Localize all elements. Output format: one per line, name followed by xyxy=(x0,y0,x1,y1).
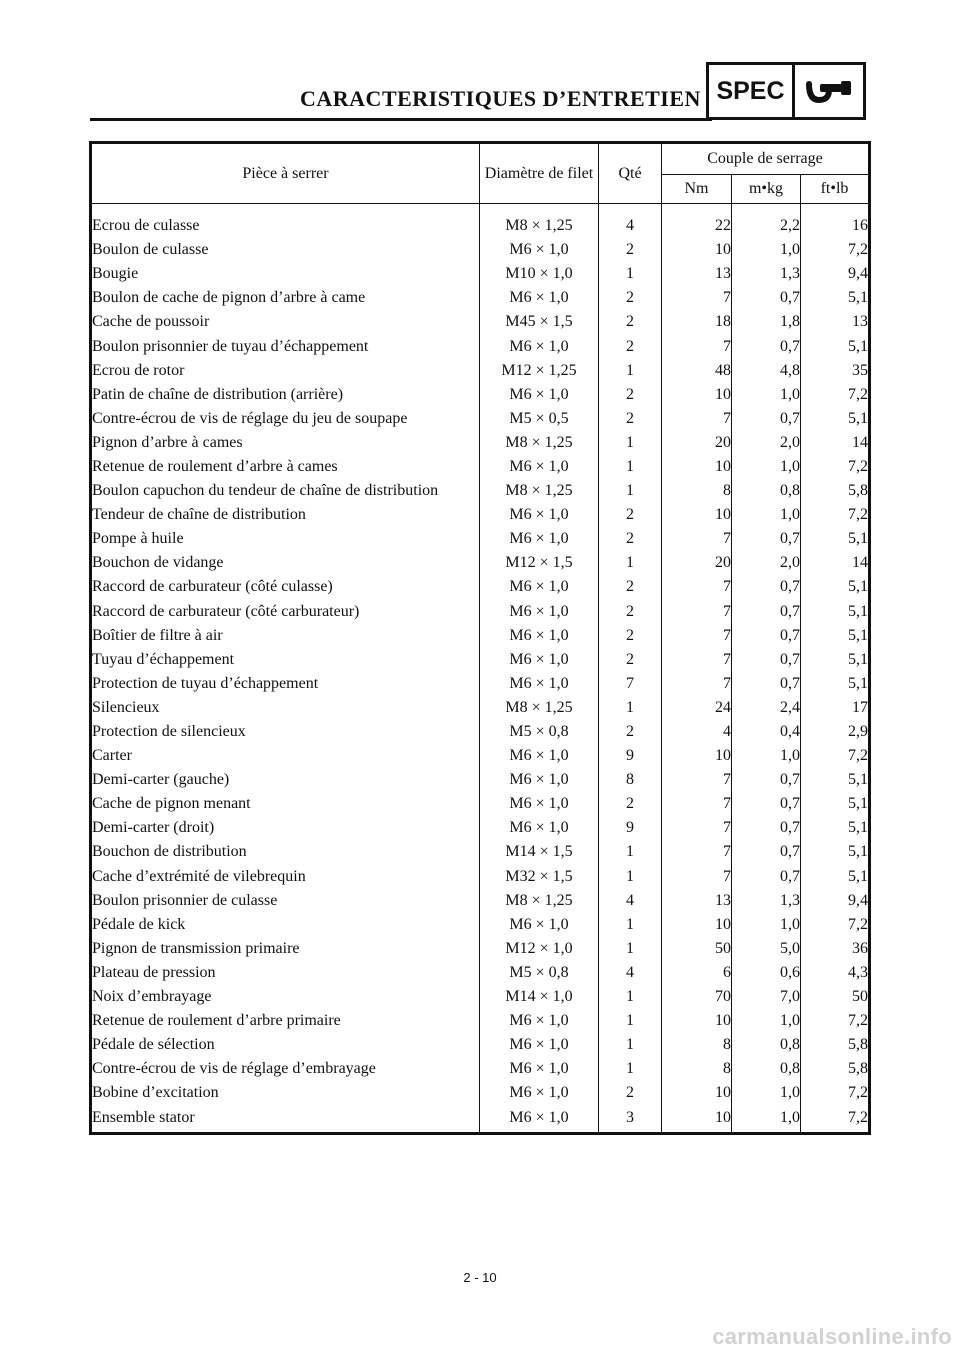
ftlb-cell: 2,9 xyxy=(801,720,870,744)
qty-cell: 1 xyxy=(599,840,662,864)
ftlb-cell: 5,1 xyxy=(801,407,870,431)
thread-cell: M6 × 1,0 xyxy=(480,913,599,937)
mkg-cell: 1,0 xyxy=(732,1009,801,1033)
table-row xyxy=(91,527,870,551)
ftlb-cell: 5,1 xyxy=(801,672,870,696)
mkg-cell: 1,0 xyxy=(732,238,801,262)
nm-cell: 7 xyxy=(662,816,732,840)
header-part: Pièce à serrer xyxy=(91,143,480,204)
mkg-cell: 1,8 xyxy=(732,310,801,334)
table-row xyxy=(91,792,870,816)
thread-cell: M14 × 1,0 xyxy=(480,985,599,1009)
part-name-cell: Bobine d’excitation xyxy=(91,1081,480,1105)
part-name-cell: Raccord de carburateur (côté culasse) xyxy=(91,575,480,599)
part-name-cell: Boîtier de filtre à air xyxy=(91,624,480,648)
nm-cell: 20 xyxy=(662,431,732,455)
thread-cell: M6 × 1,0 xyxy=(480,816,599,840)
table-row xyxy=(91,431,870,455)
part-name-cell: Boulon prisonnier de tuyau d’échappement xyxy=(91,334,480,358)
nm-cell: 24 xyxy=(662,696,732,720)
spec-badge xyxy=(706,62,866,120)
ftlb-cell: 5,1 xyxy=(801,334,870,358)
mkg-cell: 0,8 xyxy=(732,1057,801,1081)
ftlb-cell: 9,4 xyxy=(801,262,870,286)
nm-cell: 7 xyxy=(662,624,732,648)
part-name-cell: Patin de chaîne de distribution (arrière) xyxy=(91,383,480,407)
part-name-cell: Protection de silencieux xyxy=(91,720,480,744)
ftlb-cell: 7,2 xyxy=(801,383,870,407)
table-row xyxy=(91,696,870,720)
qty-cell: 2 xyxy=(599,238,662,262)
mkg-cell: 2,0 xyxy=(732,431,801,455)
part-name-cell: Boulon capuchon du tendeur de chaîne de distribution xyxy=(91,479,480,503)
part-name-cell: Contre-écrou de vis de réglage d’embrayage xyxy=(91,1057,480,1081)
mkg-cell: 0,6 xyxy=(732,961,801,985)
qty-cell: 2 xyxy=(599,286,662,310)
mkg-cell: 0,7 xyxy=(732,648,801,672)
part-name-cell: Cache d’extrémité de vilebrequin xyxy=(91,865,480,889)
part-name-cell: Bouchon de distribution xyxy=(91,840,480,864)
nm-cell: 10 xyxy=(662,744,732,768)
ftlb-cell: 4,3 xyxy=(801,961,870,985)
header-nm: Nm xyxy=(662,175,732,204)
thread-cell: M6 × 1,0 xyxy=(480,527,599,551)
table-row xyxy=(91,1081,870,1105)
wrench-icon xyxy=(795,65,863,117)
ftlb-cell: 5,1 xyxy=(801,600,870,624)
nm-cell: 10 xyxy=(662,1105,732,1133)
mkg-cell: 0,7 xyxy=(732,334,801,358)
ftlb-cell: 5,8 xyxy=(801,1057,870,1081)
nm-cell: 7 xyxy=(662,286,732,310)
ftlb-cell: 7,2 xyxy=(801,455,870,479)
nm-cell: 13 xyxy=(662,262,732,286)
table-row xyxy=(91,551,870,575)
table-row xyxy=(91,286,870,310)
mkg-cell: 0,7 xyxy=(732,286,801,310)
table-row xyxy=(91,816,870,840)
table-row xyxy=(91,865,870,889)
torque-table xyxy=(89,141,871,1135)
part-name-cell: Demi-carter (droit) xyxy=(91,816,480,840)
ftlb-cell: 5,1 xyxy=(801,840,870,864)
nm-cell: 10 xyxy=(662,913,732,937)
watermark: carmanualsonline.info xyxy=(712,1324,952,1349)
thread-cell: M5 × 0,5 xyxy=(480,407,599,431)
ftlb-cell: 5,1 xyxy=(801,865,870,889)
qty-cell: 4 xyxy=(599,204,662,239)
mkg-cell: 2,2 xyxy=(732,204,801,239)
nm-cell: 10 xyxy=(662,238,732,262)
mkg-cell: 0,7 xyxy=(732,792,801,816)
table-row xyxy=(91,889,870,913)
ftlb-cell: 5,8 xyxy=(801,479,870,503)
ftlb-cell: 7,2 xyxy=(801,1081,870,1105)
ftlb-cell: 5,1 xyxy=(801,768,870,792)
thread-cell: M6 × 1,0 xyxy=(480,1009,599,1033)
table-row xyxy=(91,310,870,334)
mkg-cell: 0,7 xyxy=(732,840,801,864)
mkg-cell: 5,0 xyxy=(732,937,801,961)
thread-cell: M14 × 1,5 xyxy=(480,840,599,864)
qty-cell: 2 xyxy=(599,503,662,527)
nm-cell: 10 xyxy=(662,383,732,407)
thread-cell: M6 × 1,0 xyxy=(480,1033,599,1057)
qty-cell: 1 xyxy=(599,937,662,961)
qty-cell: 2 xyxy=(599,600,662,624)
thread-cell: M12 × 1,0 xyxy=(480,937,599,961)
qty-cell: 1 xyxy=(599,359,662,383)
thread-cell: M12 × 1,5 xyxy=(480,551,599,575)
mkg-cell: 0,4 xyxy=(732,720,801,744)
nm-cell: 50 xyxy=(662,937,732,961)
part-name-cell: Boulon prisonnier de culasse xyxy=(91,889,480,913)
qty-cell: 2 xyxy=(599,624,662,648)
ftlb-cell: 13 xyxy=(801,310,870,334)
table-row xyxy=(91,383,870,407)
nm-cell: 10 xyxy=(662,1009,732,1033)
qty-cell: 1 xyxy=(599,551,662,575)
mkg-cell: 1,3 xyxy=(732,889,801,913)
table-row xyxy=(91,840,870,864)
part-name-cell: Cache de pignon menant xyxy=(91,792,480,816)
header-torque: Couple de serrage xyxy=(662,143,870,175)
nm-cell: 8 xyxy=(662,479,732,503)
ftlb-cell: 5,1 xyxy=(801,816,870,840)
part-name-cell: Retenue de roulement d’arbre primaire xyxy=(91,1009,480,1033)
qty-cell: 1 xyxy=(599,479,662,503)
mkg-cell: 2,4 xyxy=(732,696,801,720)
part-name-cell: Pompe à huile xyxy=(91,527,480,551)
page-number: 2 - 10 xyxy=(463,1270,497,1285)
nm-cell: 7 xyxy=(662,672,732,696)
nm-cell: 7 xyxy=(662,792,732,816)
part-name-cell: Noix d’embrayage xyxy=(91,985,480,1009)
mkg-cell: 0,7 xyxy=(732,816,801,840)
part-name-cell: Boulon de cache de pignon d’arbre à came xyxy=(91,286,480,310)
qty-cell: 1 xyxy=(599,431,662,455)
thread-cell: M6 × 1,0 xyxy=(480,503,599,527)
qty-cell: 2 xyxy=(599,792,662,816)
mkg-cell: 0,7 xyxy=(732,575,801,599)
thread-cell: M6 × 1,0 xyxy=(480,286,599,310)
thread-cell: M6 × 1,0 xyxy=(480,575,599,599)
table-row xyxy=(91,204,870,239)
mkg-cell: 1,0 xyxy=(732,455,801,479)
header-rule xyxy=(90,118,712,121)
qty-cell: 7 xyxy=(599,672,662,696)
thread-cell: M8 × 1,25 xyxy=(480,479,599,503)
table-row xyxy=(91,262,870,286)
table-row xyxy=(91,407,870,431)
mkg-cell: 0,7 xyxy=(732,527,801,551)
header-thread: Diamètre de filet xyxy=(480,143,599,204)
mkg-cell: 1,0 xyxy=(732,383,801,407)
ftlb-cell: 16 xyxy=(801,204,870,239)
table-row xyxy=(91,600,870,624)
thread-cell: M6 × 1,0 xyxy=(480,624,599,648)
part-name-cell: Demi-carter (gauche) xyxy=(91,768,480,792)
nm-cell: 7 xyxy=(662,865,732,889)
mkg-cell: 2,0 xyxy=(732,551,801,575)
thread-cell: M8 × 1,25 xyxy=(480,204,599,239)
part-name-cell: Tuyau d’échappement xyxy=(91,648,480,672)
mkg-cell: 0,8 xyxy=(732,479,801,503)
mkg-cell: 0,7 xyxy=(732,768,801,792)
qty-cell: 2 xyxy=(599,334,662,358)
thread-cell: M5 × 0,8 xyxy=(480,720,599,744)
table-row xyxy=(91,937,870,961)
mkg-cell: 1,0 xyxy=(732,503,801,527)
table-row xyxy=(91,624,870,648)
mkg-cell: 4,8 xyxy=(732,359,801,383)
thread-cell: M6 × 1,0 xyxy=(480,672,599,696)
qty-cell: 1 xyxy=(599,913,662,937)
qty-cell: 3 xyxy=(599,1105,662,1133)
table-row xyxy=(91,455,870,479)
qty-cell: 4 xyxy=(599,961,662,985)
thread-cell: M8 × 1,25 xyxy=(480,696,599,720)
part-name-cell: Plateau de pression xyxy=(91,961,480,985)
table-row xyxy=(91,1009,870,1033)
header-qty: Qté xyxy=(599,143,662,204)
nm-cell: 48 xyxy=(662,359,732,383)
nm-cell: 7 xyxy=(662,600,732,624)
qty-cell: 1 xyxy=(599,455,662,479)
thread-cell: M6 × 1,0 xyxy=(480,1105,599,1133)
qty-cell: 1 xyxy=(599,696,662,720)
ftlb-cell: 9,4 xyxy=(801,889,870,913)
table-row xyxy=(91,985,870,1009)
thread-cell: M6 × 1,0 xyxy=(480,383,599,407)
qty-cell: 1 xyxy=(599,1009,662,1033)
ftlb-cell: 5,1 xyxy=(801,792,870,816)
ftlb-cell: 7,2 xyxy=(801,503,870,527)
qty-cell: 9 xyxy=(599,816,662,840)
nm-cell: 7 xyxy=(662,334,732,358)
part-name-cell: Bougie xyxy=(91,262,480,286)
nm-cell: 20 xyxy=(662,551,732,575)
table-row xyxy=(91,672,870,696)
table-row xyxy=(91,575,870,599)
nm-cell: 10 xyxy=(662,503,732,527)
mkg-cell: 7,0 xyxy=(732,985,801,1009)
nm-cell: 10 xyxy=(662,455,732,479)
ftlb-cell: 14 xyxy=(801,551,870,575)
ftlb-cell: 7,2 xyxy=(801,1009,870,1033)
thread-cell: M6 × 1,0 xyxy=(480,1081,599,1105)
thread-cell: M32 × 1,5 xyxy=(480,865,599,889)
nm-cell: 7 xyxy=(662,840,732,864)
ftlb-cell: 7,2 xyxy=(801,1105,870,1133)
ftlb-cell: 7,2 xyxy=(801,238,870,262)
part-name-cell: Bouchon de vidange xyxy=(91,551,480,575)
mkg-cell: 0,7 xyxy=(732,624,801,648)
table-row xyxy=(91,720,870,744)
mkg-cell: 1,0 xyxy=(732,1081,801,1105)
part-name-cell: Pédale de kick xyxy=(91,913,480,937)
torque-table-body xyxy=(91,204,870,1134)
part-name-cell: Contre-écrou de vis de réglage du jeu de soupape xyxy=(91,407,480,431)
nm-cell: 13 xyxy=(662,889,732,913)
page-title: CARACTERISTIQUES D’ENTRETIEN xyxy=(300,86,701,111)
thread-cell: M8 × 1,25 xyxy=(480,431,599,455)
thread-cell: M8 × 1,25 xyxy=(480,889,599,913)
ftlb-cell: 17 xyxy=(801,696,870,720)
ftlb-cell: 5,1 xyxy=(801,648,870,672)
part-name-cell: Protection de tuyau d’échappement xyxy=(91,672,480,696)
nm-cell: 70 xyxy=(662,985,732,1009)
mkg-cell: 1,0 xyxy=(732,744,801,768)
table-row xyxy=(91,1057,870,1081)
part-name-cell: Tendeur de chaîne de distribution xyxy=(91,503,480,527)
qty-cell: 2 xyxy=(599,310,662,334)
table-row xyxy=(91,503,870,527)
nm-cell: 6 xyxy=(662,961,732,985)
header-mkg: m•kg xyxy=(732,175,801,204)
part-name-cell: Retenue de roulement d’arbre à cames xyxy=(91,455,480,479)
nm-cell: 7 xyxy=(662,575,732,599)
thread-cell: M6 × 1,0 xyxy=(480,768,599,792)
thread-cell: M6 × 1,0 xyxy=(480,238,599,262)
qty-cell: 1 xyxy=(599,1057,662,1081)
thread-cell: M6 × 1,0 xyxy=(480,648,599,672)
thread-cell: M6 × 1,0 xyxy=(480,334,599,358)
ftlb-cell: 5,8 xyxy=(801,1033,870,1057)
table-row xyxy=(91,479,870,503)
table-row xyxy=(91,238,870,262)
header-ftlb: ft•lb xyxy=(801,175,870,204)
mkg-cell: 0,7 xyxy=(732,600,801,624)
thread-cell: M6 × 1,0 xyxy=(480,600,599,624)
qty-cell: 1 xyxy=(599,865,662,889)
thread-cell: M6 × 1,0 xyxy=(480,792,599,816)
part-name-cell: Pédale de sélection xyxy=(91,1033,480,1057)
table-row xyxy=(91,1105,870,1133)
thread-cell: M45 × 1,5 xyxy=(480,310,599,334)
nm-cell: 4 xyxy=(662,720,732,744)
table-row xyxy=(91,1033,870,1057)
mkg-cell: 1,3 xyxy=(732,262,801,286)
part-name-cell: Cache de poussoir xyxy=(91,310,480,334)
part-name-cell: Ecrou de culasse xyxy=(91,204,480,239)
mkg-cell: 0,7 xyxy=(732,865,801,889)
qty-cell: 4 xyxy=(599,889,662,913)
qty-cell: 1 xyxy=(599,1033,662,1057)
qty-cell: 1 xyxy=(599,262,662,286)
thread-cell: M6 × 1,0 xyxy=(480,1057,599,1081)
qty-cell: 2 xyxy=(599,648,662,672)
nm-cell: 7 xyxy=(662,768,732,792)
nm-cell: 8 xyxy=(662,1033,732,1057)
qty-cell: 2 xyxy=(599,1081,662,1105)
nm-cell: 7 xyxy=(662,648,732,672)
nm-cell: 7 xyxy=(662,407,732,431)
thread-cell: M10 × 1,0 xyxy=(480,262,599,286)
part-name-cell: Ecrou de rotor xyxy=(91,359,480,383)
table-row xyxy=(91,768,870,792)
qty-cell: 2 xyxy=(599,720,662,744)
mkg-cell: 0,8 xyxy=(732,1033,801,1057)
part-name-cell: Pignon d’arbre à cames xyxy=(91,431,480,455)
ftlb-cell: 14 xyxy=(801,431,870,455)
ftlb-cell: 35 xyxy=(801,359,870,383)
mkg-cell: 0,7 xyxy=(732,407,801,431)
table-row xyxy=(91,913,870,937)
ftlb-cell: 5,1 xyxy=(801,575,870,599)
thread-cell: M6 × 1,0 xyxy=(480,455,599,479)
qty-cell: 1 xyxy=(599,985,662,1009)
qty-cell: 2 xyxy=(599,527,662,551)
ftlb-cell: 7,2 xyxy=(801,744,870,768)
mkg-cell: 1,0 xyxy=(732,913,801,937)
part-name-cell: Carter xyxy=(91,744,480,768)
nm-cell: 10 xyxy=(662,1081,732,1105)
table-row xyxy=(91,744,870,768)
part-name-cell: Ensemble stator xyxy=(91,1105,480,1133)
qty-cell: 8 xyxy=(599,768,662,792)
spec-badge-label: SPEC xyxy=(709,65,795,117)
part-name-cell: Raccord de carburateur (côté carburateur) xyxy=(91,600,480,624)
thread-cell: M5 × 0,8 xyxy=(480,961,599,985)
ftlb-cell: 7,2 xyxy=(801,913,870,937)
mkg-cell: 1,0 xyxy=(732,1105,801,1133)
ftlb-cell: 5,1 xyxy=(801,286,870,310)
ftlb-cell: 36 xyxy=(801,937,870,961)
part-name-cell: Boulon de culasse xyxy=(91,238,480,262)
qty-cell: 2 xyxy=(599,383,662,407)
part-name-cell: Silencieux xyxy=(91,696,480,720)
nm-cell: 22 xyxy=(662,204,732,239)
thread-cell: M6 × 1,0 xyxy=(480,744,599,768)
table-row xyxy=(91,359,870,383)
nm-cell: 18 xyxy=(662,310,732,334)
part-name-cell: Pignon de transmission primaire xyxy=(91,937,480,961)
qty-cell: 2 xyxy=(599,575,662,599)
table-row xyxy=(91,961,870,985)
table-row xyxy=(91,648,870,672)
mkg-cell: 0,7 xyxy=(732,672,801,696)
ftlb-cell: 5,1 xyxy=(801,527,870,551)
table-row xyxy=(91,334,870,358)
nm-cell: 7 xyxy=(662,527,732,551)
qty-cell: 9 xyxy=(599,744,662,768)
thread-cell: M12 × 1,25 xyxy=(480,359,599,383)
ftlb-cell: 50 xyxy=(801,985,870,1009)
nm-cell: 8 xyxy=(662,1057,732,1081)
qty-cell: 2 xyxy=(599,407,662,431)
ftlb-cell: 5,1 xyxy=(801,624,870,648)
